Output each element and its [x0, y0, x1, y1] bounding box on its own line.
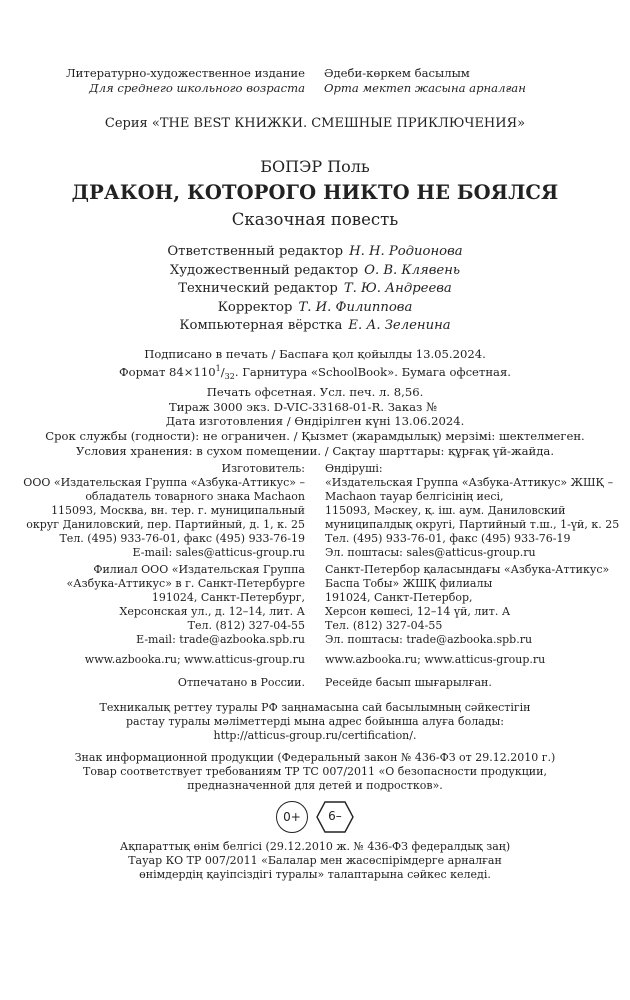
websites-ru: www.azbooka.ru; www.atticus-group.ru: [84, 653, 305, 666]
format-line: Формат $84\times 110^1/_{32}$. Гарнитура «SchoolBook». Бумага офсетная.: [119, 363, 511, 381]
manufacturer-kz: Өндіруші: «Издательская Группа «Азбука-Аттикус» ЖШҚ – Machaon тауар белгісінің иесі, 115093, Мәскеу, қ. іш. аум. Даниловский муниципалдық округі, Партийный т.ш., 1-үй, к. 25 Тел. (495) 933-76-01, факс (495) 933-76-19 Эл. поштасы: sales@atticus-group.ru: [325, 462, 620, 559]
credit-art-editor: Художественный редактор О. В. Клявень: [169, 262, 461, 278]
websites-kz: www.azbooka.ru; www.atticus-group.ru: [325, 653, 546, 666]
author: БОПЭР Поль: [260, 157, 370, 176]
book-title: ДРАКОН, КОТОРОГО НИКТО НЕ БОЯЛСЯ: [71, 181, 559, 204]
print-type-line: Печать офсетная. Усл. печ. л. 8,56.: [206, 384, 424, 399]
credits: [0, 243, 630, 336]
printing-info: [0, 347, 630, 459]
genre-ru-line2: Для среднего школьного возраста: [89, 81, 305, 95]
branch-ru: Филиал ООО «Издательская Группа «Азбука-Аттикус» в г. Санкт-Петербурге 191024, Санкт-Петербург, Херсонская ул., д. 12–14, лит. А Тел. (812) 327-04-55 E-mail: trade@azbooka.spb.ru: [66, 563, 305, 646]
book-subtitle: Сказочная повесть: [231, 210, 399, 229]
printed-in-kz: Ресейде басып шығарылған.: [325, 676, 492, 689]
credit-layout: Компьютерная вёрстка Е. А. Зеленина: [179, 318, 451, 334]
info-sign-ru: Знак информационной продукции (Федеральный закон № 436-ФЗ от 29.12.2010 г.) Товар соответствует требованиям ТР ТС 007/2011 «О безопасности продукции, предназначенной для детей и подростков».: [74, 751, 556, 792]
genre-kz-line1: Әдеби-көркем басылым: [324, 66, 470, 80]
credit-responsible-editor: Ответственный редактор Н. Н. Родионова: [167, 244, 463, 259]
genre-ru: [66, 66, 305, 96]
genre-ru-line1: Литературно-художественное издание: [66, 66, 305, 80]
genre-kz: [324, 66, 526, 96]
made-line: Дата изготовления / Өндірілген күні 13.06.2024.: [165, 414, 465, 429]
certification-info: Техникалық реттеу туралы РФ заңнамасына сай басылымның сәйкестігін растау туралы мәліметтерді мына адрес бойынша алуға болады: http://atticus-group.ru/certification/.: [99, 701, 531, 742]
run-line: Тираж 3000 экз. D-VIC-33168-01-R. Заказ №: [169, 399, 437, 414]
branch-kz: Санкт-Петербор қаласындағы «Азбука-Аттикус» Баспа Тобы» ЖШҚ филиалы 191024, Санкт-Петербор, Херсон көшесі, 12–14 үй, лит. А Тел. (812) 327-04-55 Эл. поштасы: trade@azbooka.spb.ru: [325, 563, 610, 646]
credit-technical-editor: Технический редактор Т. Ю. Андреева: [178, 281, 452, 297]
storage-line: Условия хранения: в сухом помещении. / Сақтау шарттары: құрғақ үй-жайда.: [75, 443, 555, 458]
shelf-life-line: Срок службы (годности): не ограничен. / Қызмет (жарамдылық) мерзімі: шектелмеген.: [45, 429, 585, 444]
credit-proofreader: Корректор Т. И. Филиппова: [217, 299, 413, 315]
manufacturer-ru: Изготовитель: ООО «Издательская Группа «Азбука-Аттикус» – обладатель товарного знака Machaon 115093, Москва, вн. тер. г. муниципальный округ Даниловский, пер. Партийный, д. 1, к. 25 Тел. (495) 933-76-01, факс (495) 933-76-19 E-mail: sales@atticus-group.ru: [23, 462, 305, 559]
series-line: Серия «THE BEST КНИЖКИ. СМЕШНЫЕ ПРИКЛЮЧЕНИЯ»: [104, 116, 526, 131]
age-badges: [0, 801, 630, 829]
genre-kz-line2: Орта мектеп жасына арналған: [324, 81, 526, 95]
signed-line: Подписано в печать / Баспаға қол қойылды 13.05.2024.: [144, 347, 486, 361]
info-sign-kz: Ақпараттық өнім белгісі (29.12.2010 ж. № 436-ФЗ федералдық заң) Тауар КО ТР 007/2011 «Балалар мен жасөспірімдерге арналған өнімдердің қауіпсіздігі туралы» талаптарына сәйкес келеді.: [119, 840, 511, 881]
age-rating-hex-badge: 6–: [316, 801, 354, 833]
age-rating-circle-badge: 0+: [276, 801, 308, 833]
printed-in-ru: Отпечатано в России.: [177, 676, 305, 689]
